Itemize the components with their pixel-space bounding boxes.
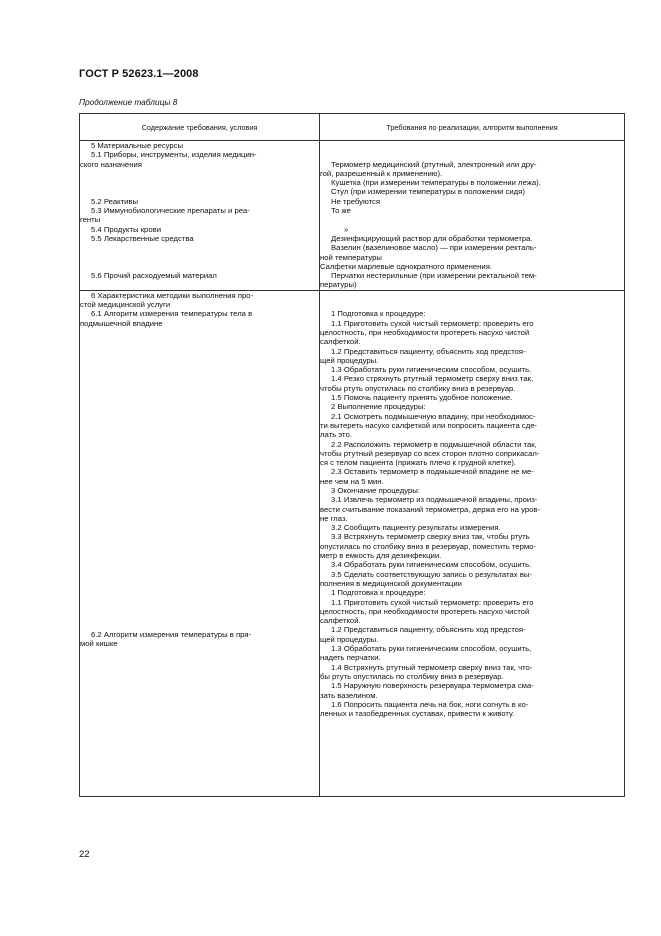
text-line: не глаз. [320,513,348,523]
text-line: ского назначения [80,159,142,169]
text-line: 1.4 Встряхнуть ртутный термометр сверху вниз так, что- [331,662,533,672]
text-line: Салфетки марлевые однократного применения. [320,261,493,271]
text-line: 5.4 Продукты крови [91,224,161,234]
text-line: 6.1 Алгоритм измерения температуры тела в [91,309,253,319]
text-line: ти вытереть насухо салфеткой или попросить пациента сде- [320,420,538,430]
page-number: 22 [79,849,90,860]
text-line: метр в емкость для дезинфекции. [320,551,442,561]
text-line: 1.5 Наружную поверхность резервуара термометра сма- [331,681,534,691]
text-line: пературы) [320,280,357,290]
text-line: 6.2 Алгоритм измерения температуры в пря- [91,629,252,639]
table-caption: Продолжение таблицы 8 [79,97,178,107]
section-6-right-lines [320,291,624,719]
text-line: зать вазелином. [320,690,378,700]
text-line [80,169,319,178]
text-line: 2.2 Расположить термометр в подмышечной области так, [331,439,537,449]
text-line: 1.2 Представиться пациенту, объяснить ход предстоя- [331,625,526,635]
text-line: Кушетка (при измерении температуры в положении лежа). [331,178,541,188]
text-line: бы ртуть опустилась по столбику вниз в резервуар. [320,671,504,681]
text-line: 6 Характеристика методики выполнения про- [91,290,254,300]
text-line: 1.5 Помочь пациенту принять удобное положение. [331,393,513,403]
text-line: 1.1 Приготовить сухой чистый термометр: проверить его [331,318,534,328]
text-line: салфеткой. [320,337,361,347]
text-line: лать это. [320,430,352,440]
text-line [80,262,319,271]
text-line: 1.3 Обработать руки гигиеническим способом, осушить, [331,644,532,654]
text-line: То же [331,206,351,216]
text-line: салфеткой. [320,616,361,626]
text-line: 1 Подготовка к процедуре: [331,309,426,319]
text-line: Стул (при измерении температуры в положении сидя) [331,187,525,197]
text-line [80,253,319,262]
text-line: щей процедуры. [320,355,379,365]
text-line [80,178,319,187]
text-line [320,150,624,159]
text-line: 3.5 Сделать соответствующую запись о результатах вы- [331,569,532,579]
text-line: чтобы ртуть опустилась по столбику вниз в резервуар. [320,383,516,393]
text-line: Не требуются [331,196,381,206]
text-line: 1.3 Обработать руки гигиеническим способом, осушить. [331,365,532,375]
text-line: ленных и тазобедренных суставах, привести к животу. [320,709,515,719]
text-line: 3.2 Сообщить пациенту результаты измерения. [331,523,501,533]
text-line: надеть перчатки. [320,653,381,663]
text-line: 5.1 Приборы, инструменты, изделия медицин- [91,150,257,160]
text-line: ной температуры [320,252,382,262]
requirements-table [79,113,625,797]
text-line: Дезинфицирующий раствор для обработки термометра. [331,233,533,243]
table-row-section-6 [80,290,625,796]
text-line: Перчатки нестерильные (при измерении ректальной тем- [331,271,537,281]
section-5-left-lines [80,141,319,280]
text-line: подмышечной впадине [80,318,163,328]
text-line: 3.1 Извлечь термометр из подмышечной впадины, произ- [331,495,538,505]
text-line: 1.6 Попросить пациента лечь на бок, ноги согнуть в ко- [331,699,529,709]
text-line [80,243,319,252]
text-line: Термометр медицинский (ртутный, электронный или дру- [331,159,537,169]
section-5-right-cell [320,141,625,291]
section-5-left-cell [80,141,320,291]
text-line: 2.3 Оставить термометр в подмышечной впадине не ме- [331,467,534,477]
text-line: щей процедуры. [320,634,379,644]
text-line: вести считывание показаний термометра, держа его на уров- [320,504,541,514]
section-6-left-lines [80,291,319,328]
text-line [320,215,624,224]
text-line: целостность, при необходимости протереть насухо чистой [320,606,530,616]
text-line: 2.1 Осмотреть подмышечную впадину, при необходимос- [331,411,536,421]
text-line: 1.4 Резко стряхнуть ртутный термометр сверху вниз так, [331,374,534,384]
column-header-algorithm: Требования по реализации, алгоритм выполнения [320,114,625,141]
text-line: 5.5 Лекарственные средства [91,233,194,243]
section-5-right-lines [320,141,624,290]
text-line: 2 Выполнение процедуры: [331,402,426,412]
text-line: чтобы ртутный резервуар со всех сторон плотно соприкасал- [320,448,540,458]
text-line: 5.2 Реактивы [91,196,139,206]
text-line [80,187,319,196]
text-line: 1.1 Приготовить сухой чистый термометр: проверить его [331,597,534,607]
document-id: ГОСТ Р 52623.1—2008 [79,68,199,80]
text-line [320,300,624,309]
text-line: стой медицинской услуги [80,300,171,310]
text-line: » [344,224,349,234]
text-line: 3.4 Обработать руки гигиеническим способом, осушить. [331,560,532,570]
section-6-2-left-lines [80,630,319,649]
text-line: 5 Материальные ресурсы [91,141,184,150]
table-header-row [80,114,625,141]
text-line: 5.6 Прочий расходуемый материал [91,271,217,281]
text-line: 3.3 Встряхнуть термометр сверху вниз так, чтобы ртуть [331,532,530,542]
text-line [320,291,624,300]
table-row-section-5 [80,141,625,291]
text-line: 5.3 Иммунобиологические препараты и реа- [91,206,250,216]
text-line [320,141,624,150]
text-line: опустилась по столбику вниз в резервуар, поместить термо- [320,541,536,551]
text-line: нее чем на 5 мин. [320,476,384,486]
text-line: целостность, при необходимости протереть насухо чистой [320,327,530,337]
text-line: генты [80,215,101,225]
text-line: полнения в медицинской документации [320,578,462,588]
section-6-left-cell [80,290,320,796]
section-6-right-cell [320,290,625,796]
text-line: 1 Подготовка к процедуре: [331,588,426,598]
text-line: Вазелин (вазелиновое масло) — при измерении ректаль- [331,243,537,253]
text-line: гой, разрешенный к применению). [320,168,443,178]
text-line: 3 Окончание процедуры: [331,485,420,495]
text-line: мой кишке [80,639,118,649]
column-header-requirement: Содержание требования, условия [80,114,320,141]
text-line: 1.2 Представиться пациенту, объяснить ход предстоя- [331,346,526,356]
text-line: ся с телом пациента (прижать плечо к грудной клетке). [320,458,517,468]
